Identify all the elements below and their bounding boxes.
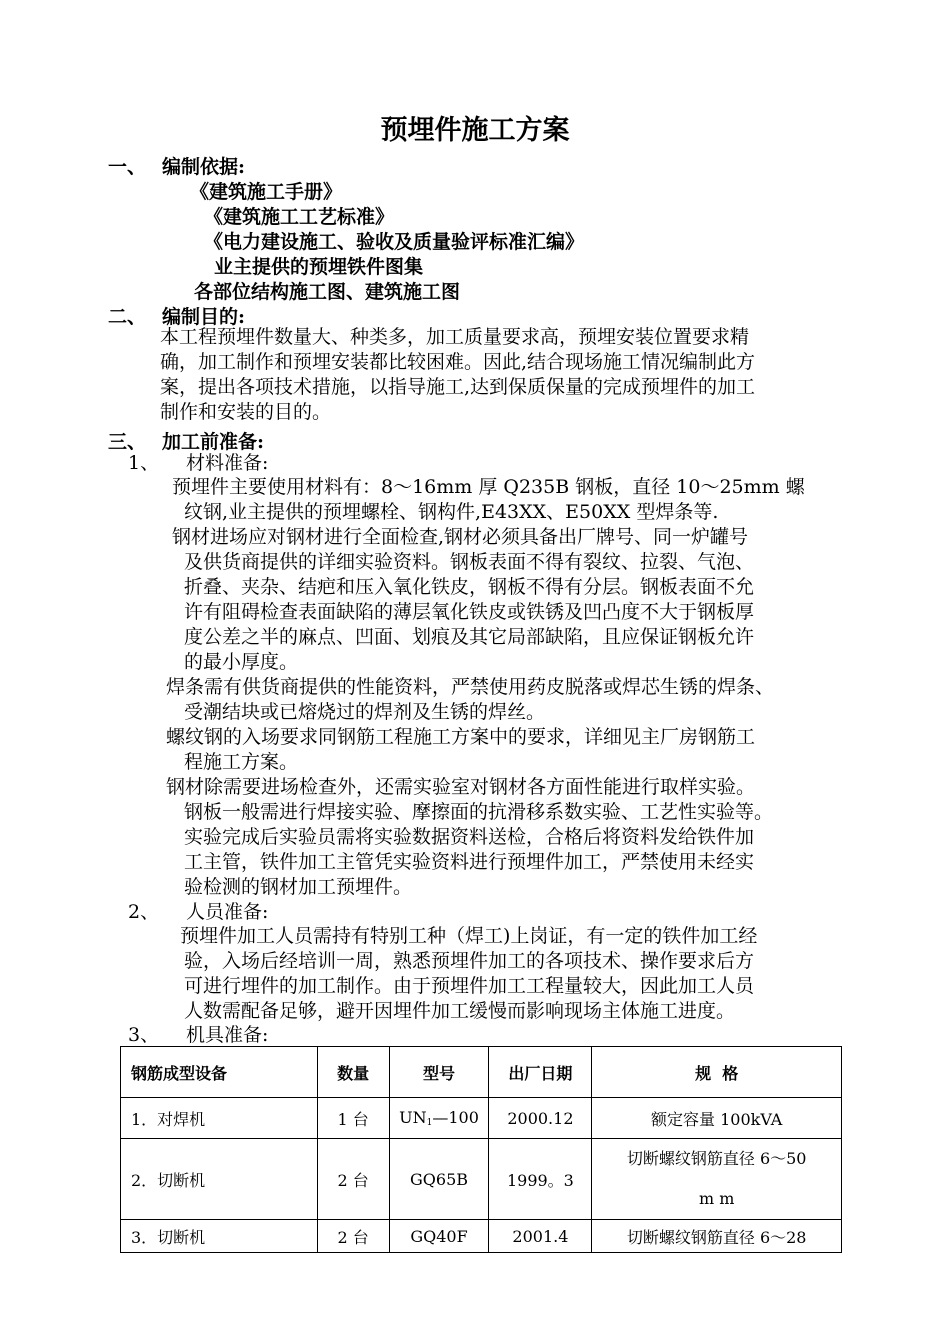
equipment-quantity: 2 台: [317, 1139, 389, 1220]
table-row: [121, 1139, 842, 1220]
reference-item: 业主提供的预埋铁件图集: [214, 256, 424, 278]
equipment-model: [389, 1098, 489, 1139]
model-rest: —100: [432, 1108, 479, 1127]
paragraph-line: 受潮结块或已熔烧过的焊剂及生锈的焊丝。: [184, 701, 546, 723]
table-row: [121, 1220, 842, 1253]
paragraph-line: 本工程预埋件数量大、种类多，加工质量要求高，预埋安装位置要求精: [160, 326, 750, 348]
subsection-1-heading: 材料准备:: [186, 452, 269, 474]
subsection-3-number: 3、: [128, 1024, 160, 1046]
paragraph-line: 折叠、夹杂、结疤和压入氧化铁皮，钢板不得有分层。钢板表面不允: [184, 576, 755, 598]
model-main: UN: [399, 1108, 427, 1127]
paragraph-line: 程施工方案。: [184, 751, 299, 773]
paragraph-line: 确，加工制作和预埋安装都比较困难。因此,结合现场施工情况编制此方: [160, 351, 756, 373]
equipment-name: 1．对焊机: [121, 1098, 318, 1139]
table-header-row: [121, 1047, 842, 1098]
paragraph-line: 钢材除需要进场检查外，还需实验室对钢材各方面性能进行取样实验。: [166, 776, 756, 798]
equipment-name: 2．切断机: [121, 1139, 318, 1220]
reference-item: 《建筑施工手册》: [190, 181, 343, 203]
paragraph-line: 钢板一般需进行焊接实验、摩擦面的抗滑移系数实验、工艺性实验等。: [184, 801, 774, 823]
reference-item: 各部位结构施工图、建筑施工图: [194, 281, 461, 303]
spec-line: 切断螺纹钢筋直径 6～50: [626, 1149, 807, 1168]
paragraph-line: 纹钢,业主提供的预埋螺栓、钢构件,E43XX、E50XX 型焊条等.: [184, 501, 719, 523]
equipment-quantity: 2 台: [317, 1220, 389, 1253]
equipment-name: 3．切断机: [121, 1220, 318, 1253]
column-header-date: 出厂日期: [489, 1047, 592, 1098]
equipment-spec: 切断螺纹钢筋直径 6～28: [592, 1220, 842, 1253]
paragraph-line: 可进行埋件的加工制作。由于预埋件加工工程量较大，因此加工人员: [184, 975, 755, 997]
section-1-heading: 编制依据:: [162, 156, 246, 178]
subsection-2-number: 2、: [128, 901, 160, 923]
equipment-date: 1999。3: [489, 1139, 592, 1220]
paragraph-line: 预埋件主要使用材料有：8～16mm 厚 Q235B 钢板，直径 10～25mm 螺: [172, 476, 805, 498]
paragraph-line: 的最小厚度。: [184, 651, 299, 673]
paragraph-line: 工主管，铁件加工主管凭实验资料进行预埋件加工，严禁使用未经实: [184, 851, 755, 873]
equipment-spec: 额定容量 100kVA: [592, 1098, 842, 1139]
column-header-quantity: 数量: [317, 1047, 389, 1098]
equipment-model: GQ40F: [389, 1220, 489, 1253]
paragraph-line: 焊条需有供货商提供的性能资料，严禁使用药皮脱落或焊芯生锈的焊条、: [166, 676, 775, 698]
paragraph-line: 钢材进场应对钢材进行全面检查,钢材必须具备出厂牌号、同一炉罐号: [172, 526, 749, 548]
section-2-number: 二、: [108, 306, 147, 328]
paragraph-line: 实验完成后实验员需将实验数据资料送检，合格后将资料发给铁件加: [184, 826, 755, 848]
equipment-table: [120, 1046, 842, 1253]
paragraph-line: 人数需配备足够，避开因埋件加工缓慢而影响现场主体施工进度。: [184, 1000, 736, 1022]
section-3-heading: 加工前准备:: [162, 431, 265, 453]
paragraph-line: 度公差之半的麻点、凹面、划痕及其它局部缺陷，且应保证钢板允许: [184, 626, 755, 648]
table-row: [121, 1098, 842, 1139]
paragraph-line: 验，入场后经培训一周，熟悉预埋件加工的各项技术、操作要求后方: [184, 950, 755, 972]
subsection-2-heading: 人员准备:: [186, 901, 269, 923]
paragraph-line: 许有阻碍检查表面缺陷的薄层氧化铁皮或铁锈及凹凸度不大于钢板厚: [184, 601, 755, 623]
reference-item: 《电力建设施工、验收及质量验评标准汇编》: [204, 231, 585, 253]
equipment-date: 2001.4: [489, 1220, 592, 1253]
column-header-equipment: 钢筋成型设备: [121, 1047, 318, 1098]
paragraph-line: 制作和安装的目的。: [160, 401, 332, 423]
page-title: 预埋件施工方案: [380, 115, 570, 146]
paragraph-line: 螺纹钢的入场要求同钢筋工程施工方案中的要求，详细见主厂房钢筋工: [166, 726, 756, 748]
spec-line: m m: [698, 1189, 735, 1208]
equipment-date: 2000.12: [489, 1098, 592, 1139]
paragraph-line: 预埋件加工人员需持有特别工种（焊工)上岗证，有一定的铁件加工经: [180, 925, 758, 947]
section-3-number: 三、: [108, 431, 147, 453]
paragraph-line: 验检测的钢材加工预埋件。: [184, 876, 413, 898]
column-header-model: 型号: [389, 1047, 489, 1098]
subsection-3-heading: 机具准备:: [186, 1024, 269, 1046]
section-1-number: 一、: [108, 156, 147, 178]
subsection-1-number: 1、: [128, 452, 160, 474]
equipment-model: GQ65B: [389, 1139, 489, 1220]
column-header-spec: 规 格: [592, 1047, 842, 1098]
equipment-spec: [592, 1139, 842, 1220]
reference-item: 《建筑施工工艺标准》: [204, 206, 395, 228]
paragraph-line: 案，提出各项技术措施，以指导施工,达到保质保量的完成预埋件的加工: [160, 376, 756, 398]
paragraph-line: 及供货商提供的详细实验资料。钢板表面不得有裂纹、拉裂、气泡、: [184, 551, 755, 573]
equipment-quantity: 1 台: [317, 1098, 389, 1139]
section-2-heading: 编制目的:: [162, 306, 246, 328]
model-subscript: 1: [426, 1118, 433, 1128]
